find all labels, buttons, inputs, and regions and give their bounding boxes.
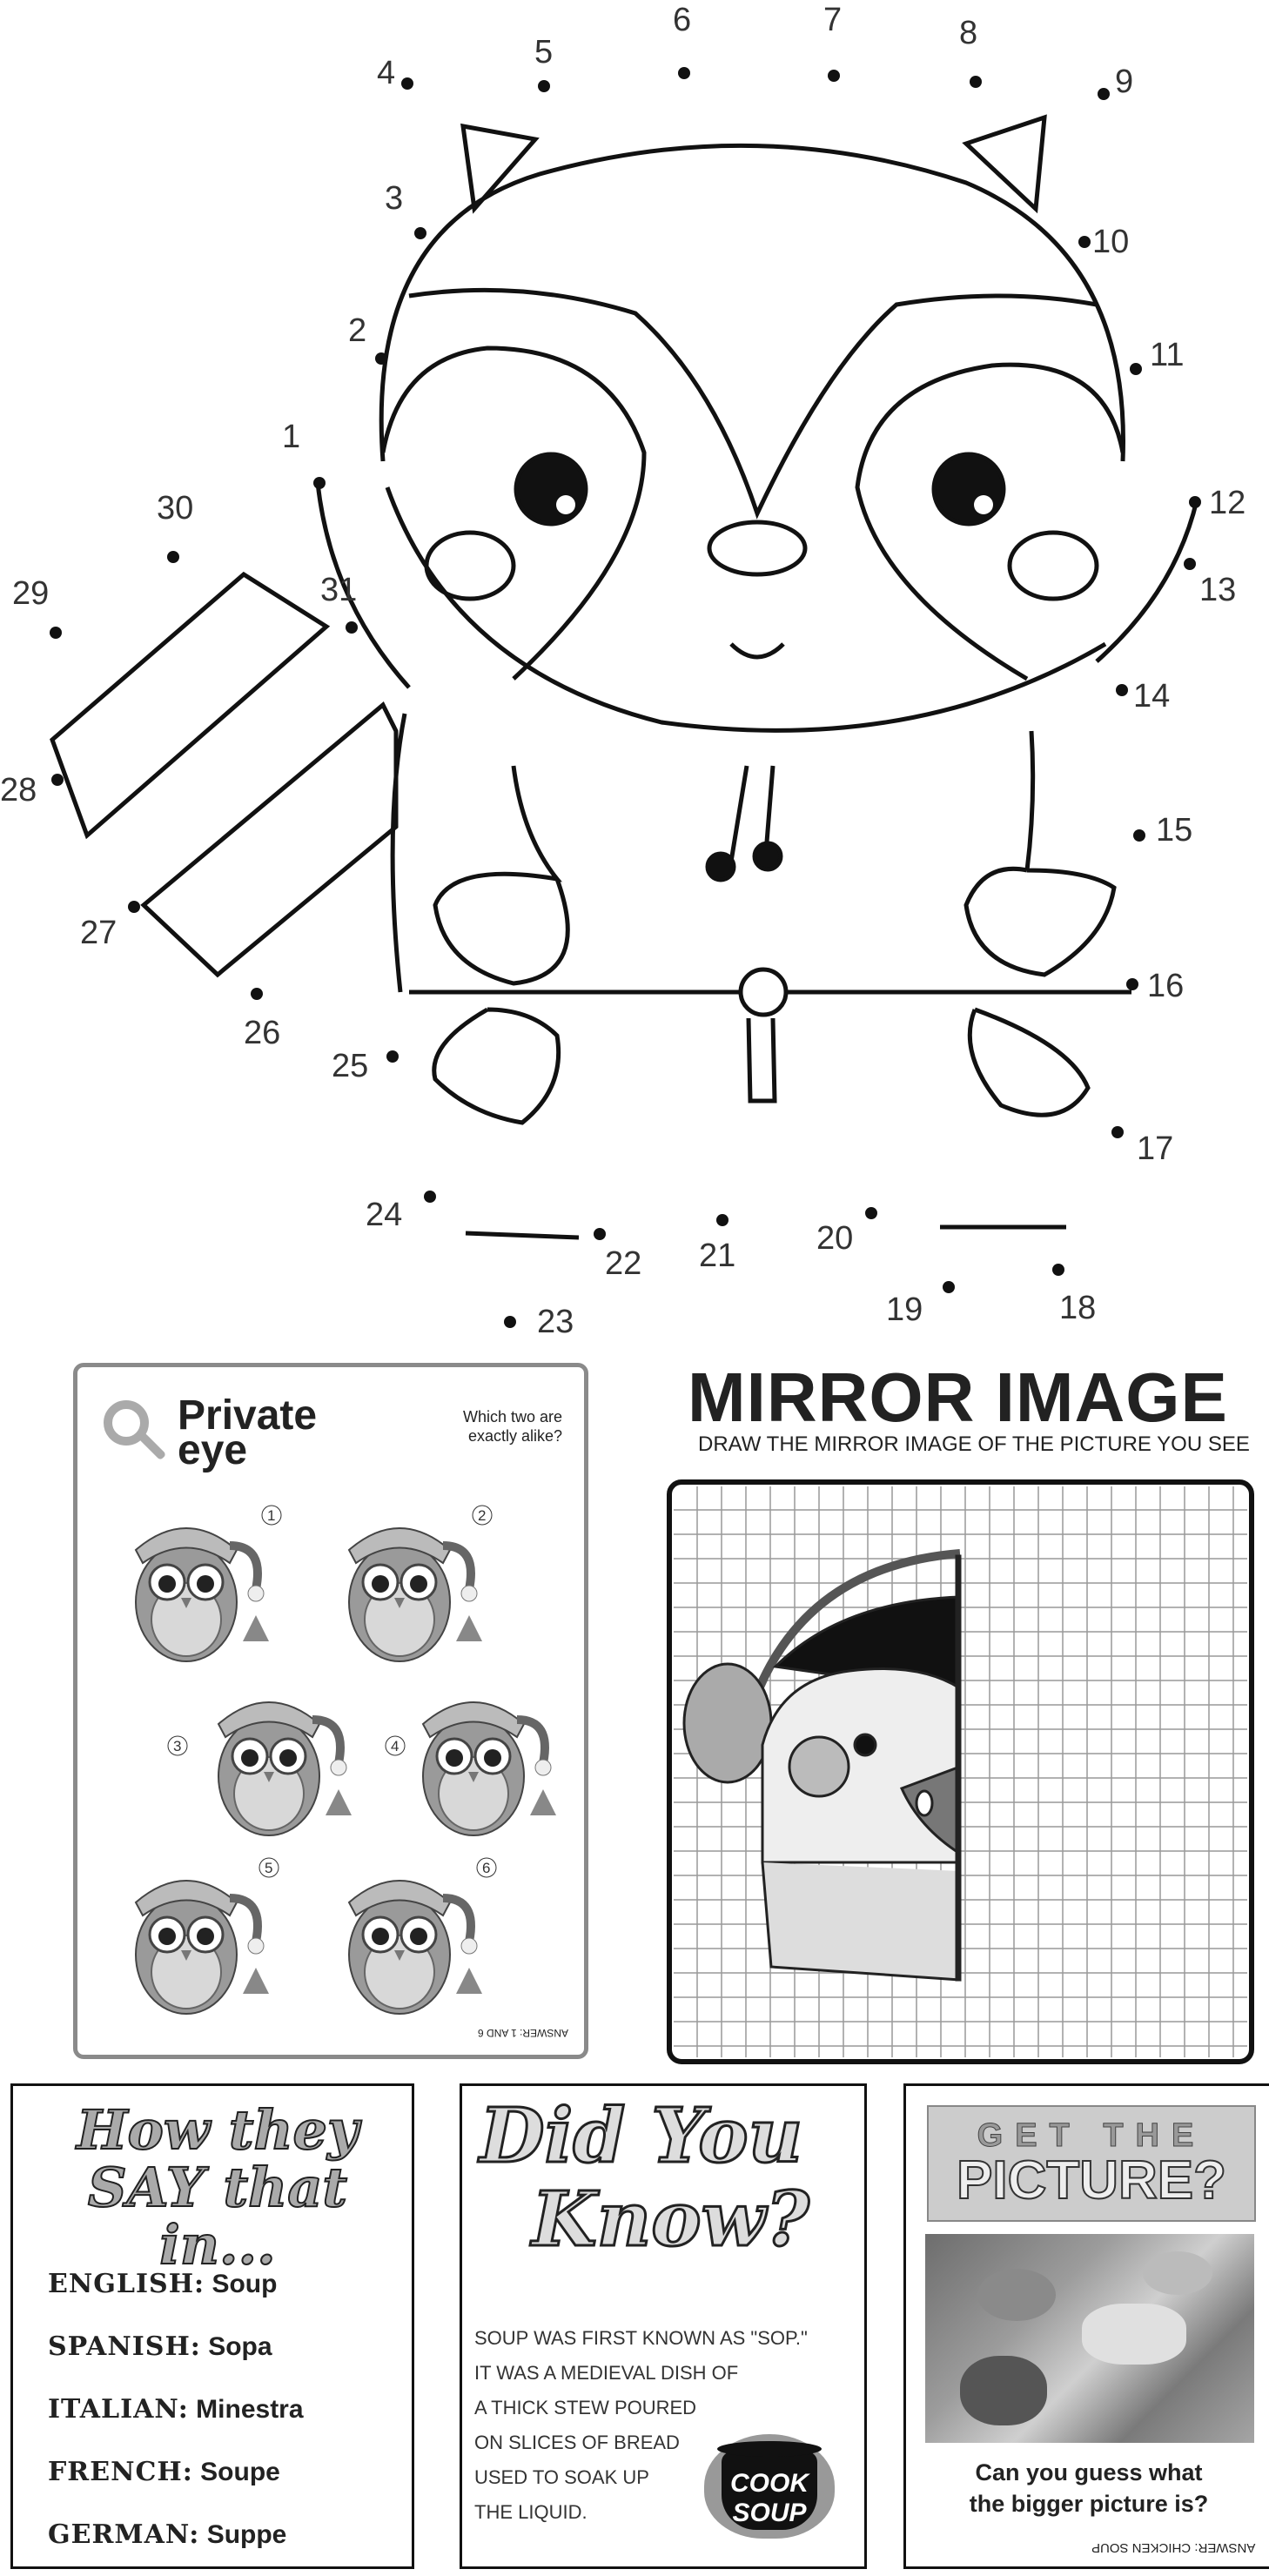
badge-cook: COOK [730,2469,809,2498]
svg-text:28: 28 [0,772,37,808]
squirrel-outline [52,117,1197,1238]
dot-markers [50,67,1201,1328]
mirror-grid [667,1479,1254,2064]
svg-text:1: 1 [267,1507,276,1524]
how-they-say-panel [10,2083,414,2569]
svg-text:4: 4 [391,1738,400,1754]
private-eye-question: Which two are exactly alike? [462,1408,562,1445]
private-eye-title: Private eye [178,1392,318,1473]
svg-text:4: 4 [377,55,396,91]
svg-text:11: 11 [1150,337,1185,373]
svg-text:2: 2 [348,312,367,349]
owl-5 [136,1881,269,2014]
owl-2 [349,1528,482,1661]
svg-text:26: 26 [244,1015,281,1051]
private-eye-answer: ANSWER: 1 AND 6 [477,2027,568,2039]
svg-text:1: 1 [282,419,301,455]
mirror-image-title: MIRROR IMAGE [688,1358,1228,1436]
how-they-say-title: How they SAY that in... [76,2098,359,2277]
owl-4 [423,1702,556,1835]
did-you-know-panel [460,2083,867,2569]
svg-text:18: 18 [1059,1290,1097,1326]
svg-text:8: 8 [959,15,978,51]
svg-text:14: 14 [1133,678,1171,714]
svg-text:2: 2 [478,1507,487,1524]
svg-text:7: 7 [823,2,843,38]
svg-text:21: 21 [699,1238,736,1274]
svg-text:24: 24 [366,1197,403,1233]
svg-text:5: 5 [534,34,554,70]
svg-text:17: 17 [1137,1130,1174,1167]
svg-text:3: 3 [173,1738,182,1754]
mirror-image-subtitle: DRAW THE MIRROR IMAGE OF THE PICTURE YOU SEE [698,1432,1250,1456]
svg-text:15: 15 [1156,812,1193,849]
private-eye-panel [73,1363,588,2059]
owl-3 [218,1702,352,1835]
get-the-picture-answer: ANSWER: CHICKEN SOUP [1091,2540,1255,2555]
did-you-know-title: Did You Know? [480,2092,810,2264]
svg-text:30: 30 [157,490,194,527]
svg-text:12: 12 [1209,485,1246,521]
svg-text:6: 6 [482,1860,491,1876]
lang-row-german: GERMAN: Suppe [48,2519,287,2550]
svg-text:3: 3 [385,180,404,217]
owl-grid [77,1367,584,2055]
svg-text:5: 5 [265,1860,273,1876]
svg-text:22: 22 [605,1245,642,1282]
lang-row-spanish: SPANISH: Sopa [48,2331,272,2362]
badge-soup: SOUP [732,2499,807,2527]
svg-text:23: 23 [537,1304,574,1340]
lang-row-italian: ITALIAN: Minestra [48,2394,304,2425]
svg-text:6: 6 [673,2,692,38]
did-you-know-body: SOUP WAS FIRST KNOWN AS "SOP." IT WAS A MEDIEVAL DISH OF A THICK STEW POURED ON SLICES OF BREAD USED TO SOAK UP THE LIQUID. [474,2327,808,2523]
pot-lid-icon [717,2441,822,2457]
get-the-picture-question: Can you guess what the bigger picture is? [969,2459,1209,2517]
owl-6 [349,1881,482,2014]
svg-text:27: 27 [80,915,118,951]
svg-text:25: 25 [332,1048,369,1084]
get-the-picture-panel [903,2083,1269,2569]
lang-row-english: ENGLISH: Soup [48,2269,278,2299]
svg-text:19: 19 [886,1291,923,1328]
cook-soup-badge [704,2399,835,2547]
svg-text:16: 16 [1147,968,1185,1004]
svg-text:13: 13 [1199,572,1237,608]
owl-1 [136,1528,269,1661]
svg-text:20: 20 [816,1220,854,1257]
svg-text:31: 31 [320,572,358,608]
svg-text:9: 9 [1115,64,1134,100]
lang-row-french: FRENCH: Soupe [48,2457,280,2487]
svg-text:10: 10 [1092,224,1130,260]
get-the-picture-title: GET THE PICTURE? [927,2105,1256,2222]
soup-photo [925,2234,1254,2443]
svg-text:29: 29 [12,575,50,612]
